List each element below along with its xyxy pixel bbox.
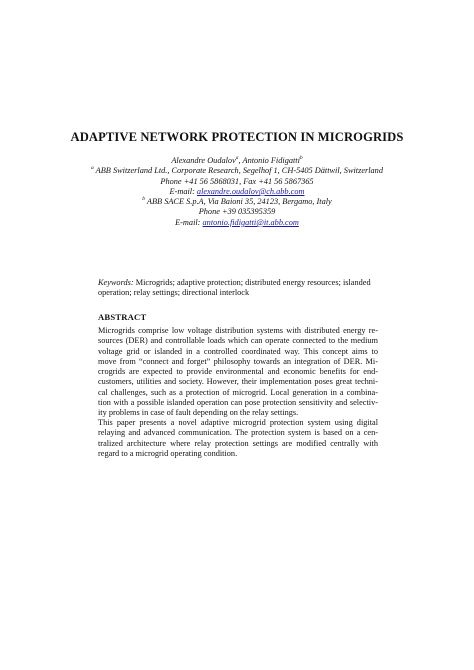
keywords-text: Microgrids; adaptive protection; distributed energy resources; islanded: [133, 278, 371, 287]
paragraph-line: sources (DER) and controllable loads which can operate connected to the medium: [98, 336, 378, 346]
paragraph-line: crogrids are expected to provide environmental and economic benefits for end-: [98, 367, 378, 377]
keywords-line: [98, 278, 378, 288]
abstract-paragraph-1: [98, 326, 378, 419]
affiliation-b-email-line: [70, 218, 404, 228]
email-link-a[interactable]: alexandre.oudalov@ch.abb.com: [196, 186, 305, 196]
paragraph-line: Microgrids comprise low voltage distribution systems with distributed energy re-: [98, 326, 378, 335]
email-label: E-mail:: [169, 186, 197, 196]
paper-title: ADAPTIVE NETWORK PROTECTION IN MICROGRIDS: [70, 130, 404, 144]
abstract-paragraph-2: [98, 418, 378, 459]
affiliation-superscript: b: [142, 196, 145, 203]
author-separator: ,: [238, 156, 243, 165]
affiliation-b-text: ABB SACE S.p.A, Via Baioni 35, 24123, Bergamo, Italy: [145, 197, 332, 207]
abstract-heading: ABSTRACT: [98, 312, 147, 322]
paragraph-line: regard to a microgrid operating condition.: [98, 448, 238, 458]
affiliation-b-org: [70, 197, 404, 207]
keywords-line: operation; relay settings; directional interlock: [98, 288, 250, 298]
keywords-label: Keywords:: [98, 278, 134, 287]
affiliation-a-phone: Phone +41 56 5868031, Fax +41 56 5867365: [160, 176, 314, 186]
affiliation-superscript: a: [91, 165, 94, 172]
paragraph-line: tralized architecture where relay protection settings are modified centrally with: [98, 438, 378, 448]
email-label: E-mail:: [175, 217, 203, 227]
keywords-block: [98, 278, 378, 299]
paragraph-line: voltage grid or islanded in a controlled coordinated way. This concept aims to: [98, 346, 378, 356]
author-name: Antonio Fidigatti: [242, 156, 300, 165]
paragraph-line: tion with a possible islanded operation can pose protection sensitivity and selectiv-: [98, 398, 378, 408]
author-block: [70, 156, 404, 228]
author-superscript: a: [235, 155, 239, 162]
paragraph-line: customers, utilities and society. However, their implementation poses great techni-: [98, 377, 378, 387]
paragraph-line: This paper presents a novel adaptive microgrid protection system using digital: [98, 418, 378, 427]
author-superscript: b: [299, 155, 303, 162]
paragraph-line: cal challenges, such as a protection of microgrid. Local generation in a combina-: [98, 387, 378, 397]
paragraph-line: relaying and advanced communication. The protection system is based on a cen-: [98, 428, 378, 438]
affiliation-a-text: ABB Switzerland Ltd., Corporate Research, Segelhof 1, CH-5405 Dättwil, Switzerland: [93, 166, 383, 176]
author-name: Alexandre Oudalov: [171, 156, 236, 165]
paragraph-line: move from “connect and forget” philosophy towards an integration of DER. Mi-: [98, 356, 378, 366]
paragraph-line: ity problems in case of fault depending on the relay settings.: [98, 408, 299, 418]
affiliation-a-org: [70, 166, 404, 176]
affiliation-a-email-line: [70, 187, 404, 197]
authors-line: [70, 156, 404, 166]
affiliation-b-phone: Phone +39 035395359: [198, 207, 276, 217]
email-link-b[interactable]: antonio.fidigatti@it.abb.com: [202, 217, 299, 227]
